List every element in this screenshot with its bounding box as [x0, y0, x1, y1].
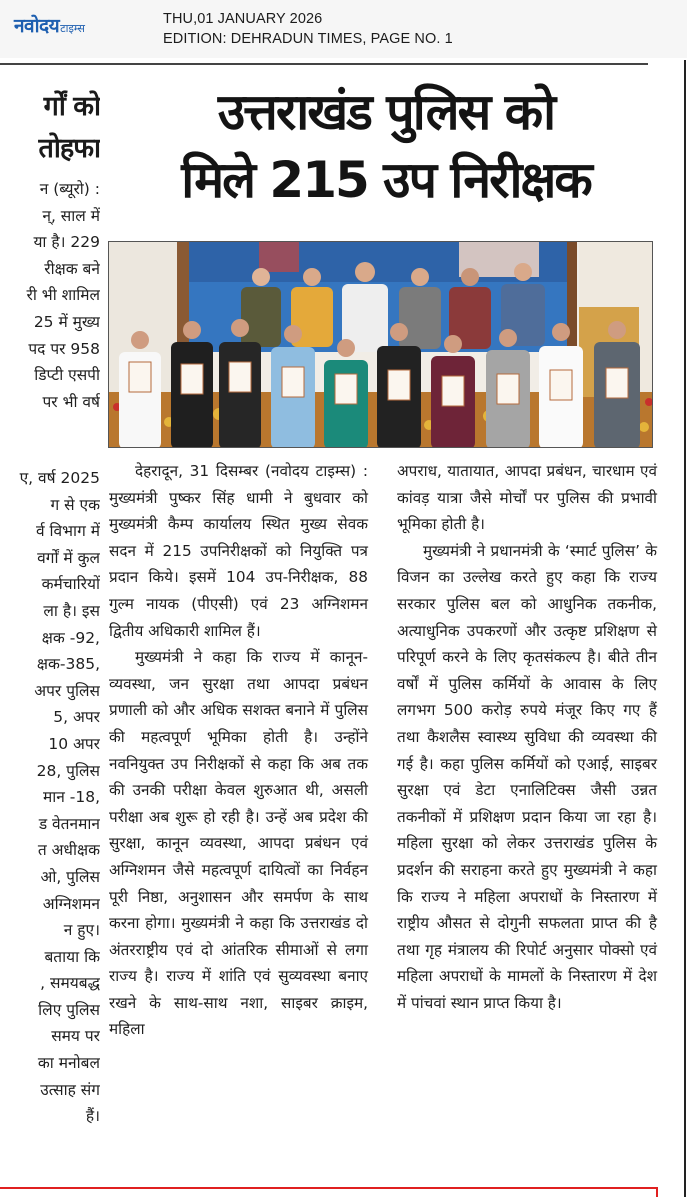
- right-border: [684, 60, 686, 1197]
- article-headline: [112, 78, 660, 214]
- headline-line-2: मिले 215 उप निरीक्षक: [181, 151, 591, 209]
- logo-sub-text: टाइम्स: [60, 22, 85, 35]
- logo-main-text: नवोदय: [14, 15, 60, 37]
- edition-info: [163, 9, 453, 49]
- article-column-right: [397, 458, 657, 1016]
- article-photo: [108, 241, 653, 448]
- header-divider: [0, 63, 648, 65]
- article-paragraph: अपराध, यातायात, आपदा प्रबंधन, चारधाम एवं कांवड़ यात्रा जैसे मोर्चों पर पुलिस की प्रभावी भूमिका होती है।: [397, 462, 657, 534]
- article-paragraph: मुख्यमंत्री ने प्रधानमंत्री के ‘स्मार्ट पुलिस’ के विजन का उल्लेख करते हुए कहा कि राज्य सरकार पुलिस बल को आधुनिक तकनीक, अत्याधुनिक उपकरणों और उत्कृष्ट प्रशिक्षण से परिपूर्ण करने के लिए कृतसंकल्प है। बीते तीन वर्षों में पुलिस कर्मियों के आवास के लिए लगभग 500 करोड़ रुपये मंजूर किए गए हैं तथा कैशलैस स्वास्थ्य सुविधा की व्यवस्था की गई है। कहा पुलिस कर्मियों को एआई, साइबर सुरक्षा एवं डेटा एनालिटिक्स जैसी उन्नत तकनीकों में प्रशिक्षण प्रदान किया जा रहा है। महिला सुरक्षा को लेकर उत्तराखंड पुलिस के प्रदर्शन की सराहना करते हुए मुख्यमंत्री ने कहा कि राज्य ने महिला अपराधों के निस्तारण में राष्ट्रीय औसत से दोगुनी सफलता प्राप्त की है तथा गृह मंत्रालय की रिपोर्ट अनुसार पोक्सो एवं महिला अपराधों के मामलों के निस्तारण में देश में पांचवां स्थान प्राप्त किया है।: [397, 541, 657, 1012]
- bottom-red-rule: [0, 1187, 658, 1189]
- page-header: [0, 0, 687, 58]
- article-paragraph: देहरादून, 31 दिसम्बर (नवोदय टाइम्स) : मुख्यमंत्री पुष्कर सिंह धामी ने बुधवार को मुख्यमंत्री कैम्प कार्यालय स्थित मुख्य सेवक सदन में 215 उपनिरीक्षकों को नियुक्ति पत्र प्रदान किये। इसमें 104 उप-निरीक्षक, 88 गुल्म नायक (पीएसी) एवं 23 अग्निशमन द्वितीय अधिकारी शामिल हैं।: [109, 462, 368, 640]
- left-text-bottom: ए, वर्ष 2025 ग से एक र्व विभाग में वर्गों में कुल कर्मचारियों ला है। इस क्षक -92, क्षक-385, अपर पुलिस 5, अपर 10 अपर 28, पुलिस मान -18, ड वेतनमान त अधीक्षक ओ, पुलिस अग्निशमन न हुए। बताया कि , समयबद्ध लिए पुलिस समय पर का मनोबल उत्साह संग हैं।: [19, 469, 100, 1126]
- article-column-middle: [109, 458, 368, 1043]
- date-line: THU,01 JANUARY 2026: [163, 11, 323, 27]
- left-text-top: न (ब्यूरो) : न्, साल में या है। 229 रीक्षक बने री भी शामिल 25 में मुख्य पद पर 958 डिप्टी एसपी पर भी वर्ष: [26, 180, 100, 411]
- headline-line-1: उत्तराखंड पुलिस को: [217, 83, 555, 141]
- bottom-red-rule-corner: [656, 1187, 658, 1197]
- article-paragraph: मुख्यमंत्री ने कहा कि राज्य में कानून-व्यवस्था, जन सुरक्षा तथा आपदा प्रबंधन प्रणाली को और अधिक सशक्त बनाने में पुलिस की महत्वपूर्ण भूमिका होती है। उन्होंने नवनियुक्त उप निरीक्षकों से कहा कि अब तक की उनकी परीक्षा केवल शुरुआत थी, असली परीक्षा अब शुरू हो रही है। उन्हें अब प्रदेश की सुरक्षा, कानून व्यवस्था, आपदा प्रबंधन एवं अग्निशमन जैसे महत्वपूर्ण दायित्वों का निर्वहन पूरी निष्ठा, अनुशासन और समर्पण के साथ करना होगा। मुख्यमंत्री ने कहा कि उत्तराखंड दो अंतरराष्ट्रीय एवं दो आंतरिक सीमाओं से लगा राज्य है। राज्य में शांति एवं सुव्यवस्था बनाए रखने के साथ-साथ नशा, साइबर क्राइम, महिला: [109, 648, 368, 1039]
- left-headline-fragment: र्गों को तोहफा: [38, 91, 100, 164]
- newspaper-logo: [14, 12, 85, 38]
- edition-line: EDITION: DEHRADUN TIMES, PAGE NO. 1: [163, 31, 453, 47]
- group-photo-illustration: [109, 242, 653, 448]
- left-article-fragment: [0, 80, 100, 1190]
